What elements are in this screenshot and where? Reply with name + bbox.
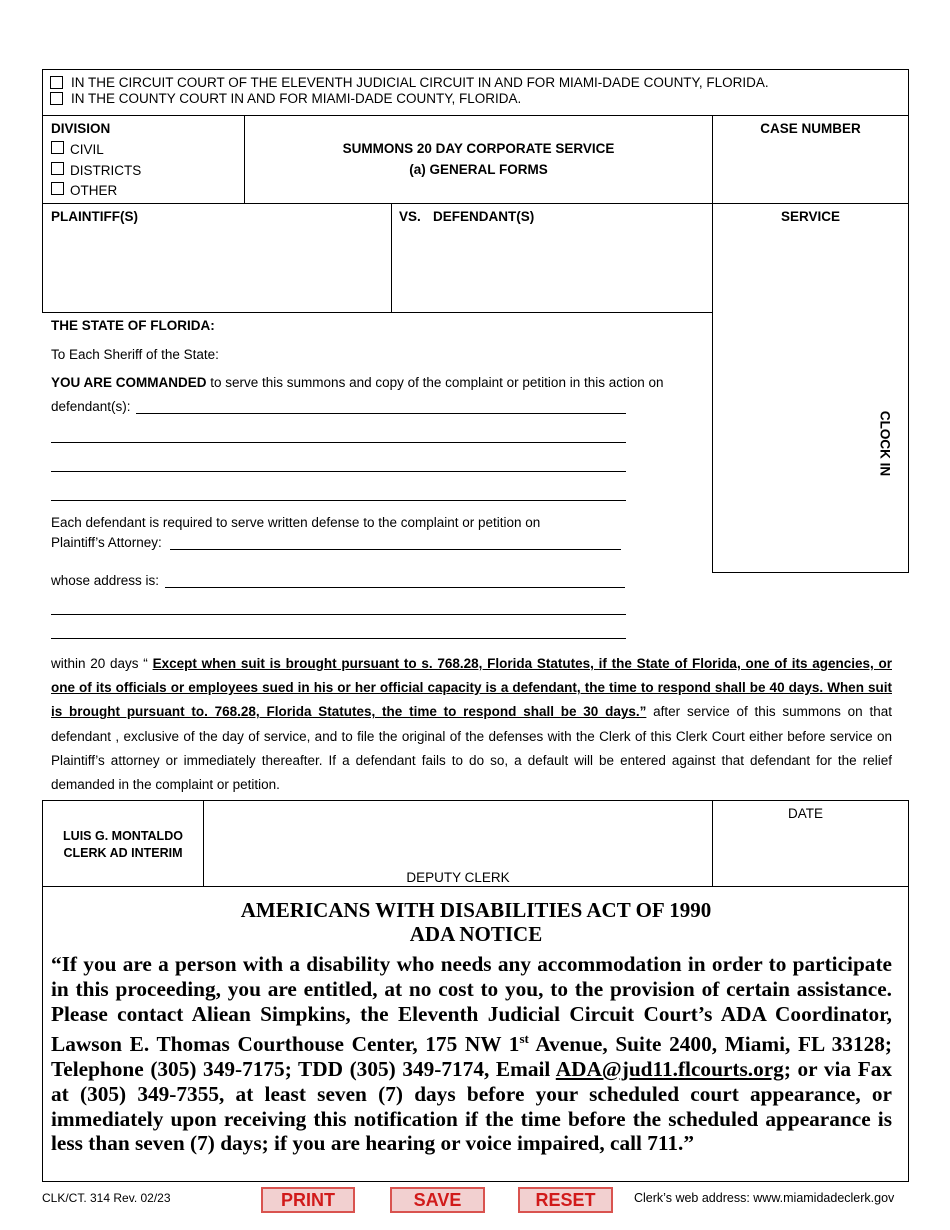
case-number-label: CASE NUMBER: [760, 121, 861, 136]
to-sheriff: To Each Sheriff of the State:: [51, 347, 219, 362]
notice-emphasis: Except when suit is brought pursuant to s. 768.28, Florida Statutes, if the State of Florida, one of its agencies, or one of its officials or employees sued in his or her official capacity is a defendant, the time to respond shall be 40 days. When suit is brought pursuant to. 768.28, Florida Statutes, the time to respond shall be 30 days.”: [51, 656, 892, 720]
defendant-label: DEFENDANT(S): [433, 209, 535, 224]
service-label: SERVICE: [780, 209, 841, 224]
ada-body-mid: Avenue, Suite 2400, Miami, FL 33128; Telephone (305) 349-7175; TDD (305) 349-7174, Email: [51, 1031, 892, 1081]
division-heading: DIVISION: [51, 121, 111, 136]
address-label: whose address is:: [51, 573, 160, 588]
circuit-court-label: IN THE CIRCUIT COURT OF THE ELEVENTH JUDICIAL CIRCUIT IN AND FOR MIAMI-DADE COUNTY, FLORIDA.: [71, 75, 769, 90]
print-button[interactable]: PRINT: [261, 1187, 355, 1213]
clerk-title: CLERK AD INTERIM: [63, 846, 183, 860]
address-line-1[interactable]: [165, 587, 625, 588]
ada-body-end: ; or via Fax at (305) 349-7355, at least seven (7) days before your scheduled court appearance, or immediately upon receiving this notification if the time before the scheduled appearance is less than seven (7) days; if you are hearing or voice impaired, call 711.”: [51, 1056, 892, 1156]
county-court-checkbox[interactable]: [50, 92, 63, 105]
defense-text: Each defendant is required to serve written defense to the complaint or petition on: [51, 515, 541, 530]
clock-in-label: CLOCK IN: [877, 410, 893, 477]
vs-label: VS.: [399, 209, 421, 224]
date-label: DATE: [787, 806, 823, 821]
address-line-3[interactable]: [51, 638, 626, 639]
deputy-clerk-label: DEPUTY CLERK: [406, 870, 510, 885]
ada-subtitle: ADA NOTICE: [409, 922, 543, 946]
defendants-label: defendant(s):: [51, 399, 131, 414]
division-other-label: OTHER: [70, 183, 118, 198]
reset-button[interactable]: RESET: [518, 1187, 613, 1213]
state-of-florida: THE STATE OF FLORIDA:: [51, 318, 215, 333]
notice-rest: after service of this summons on that defendant , exclusive of the day of service, and to file the original of the defenses with the Clerk of this Clerk Court either before service on Plaintiff’s attorney or immediately thereafter. If a defendant fails to do so, a default will be entered against that defendant for the relief demanded in the complaint or petition.: [51, 704, 892, 793]
division-other-checkbox[interactable]: [51, 182, 64, 195]
county-court-label: IN THE COUNTY COURT IN AND FOR MIAMI-DADE COUNTY, FLORIDA.: [71, 91, 522, 106]
commanded-rest: to serve this summons and copy of the complaint or petition in this action on: [206, 375, 664, 390]
division-districts-checkbox[interactable]: [51, 162, 64, 175]
clerk-website: Clerk’s web address: www.miamidadeclerk.gov: [634, 1191, 895, 1205]
ada-title: AMERICANS WITH DISABILITIES ACT OF 1990: [240, 898, 712, 922]
plaintiff-label: PLAINTIFF(S): [51, 209, 138, 224]
ada-body-start: “If you are a person with a disability who needs any accommodation in order to participate in this proceeding, you are entitled, at no cost to you, to the provision of certain assistance. Please contact Aliean Simpkins, the Eleventh Judicial Circuit Court’s ADA Coordinator, Lawson E. Thomas Courthouse Center, 175 NW 1: [51, 952, 892, 1056]
circuit-court-checkbox[interactable]: [50, 76, 63, 89]
attorney-label: Plaintiff’s Attorney:: [51, 535, 162, 550]
ada-body: [51, 952, 892, 1156]
defendants-line-3[interactable]: [51, 471, 626, 472]
ada-sup: st: [519, 1030, 529, 1046]
form-subtitle: (a) GENERAL FORMS: [409, 162, 548, 177]
defendants-line-2[interactable]: [51, 442, 626, 443]
clerk-name: LUIS G. MONTALDO: [63, 829, 183, 843]
notice-lead: within 20 days “: [51, 656, 153, 671]
form-id: CLK/CT. 314 Rev. 02/23: [42, 1191, 171, 1205]
division-districts-label: DISTRICTS: [70, 163, 142, 178]
defendants-line-4[interactable]: [51, 500, 626, 501]
division-civil-checkbox[interactable]: [51, 141, 64, 154]
response-notice: [51, 652, 892, 797]
form-title: SUMMONS 20 DAY CORPORATE SERVICE: [342, 141, 615, 156]
commanded-text: [51, 375, 664, 390]
division-civil-label: CIVIL: [70, 142, 104, 157]
attorney-line[interactable]: [170, 549, 621, 550]
ada-email-link[interactable]: ADA@jud11.flcourts.org: [555, 1056, 784, 1081]
address-line-2[interactable]: [51, 614, 626, 615]
save-button[interactable]: SAVE: [390, 1187, 485, 1213]
defendants-line-1[interactable]: [136, 413, 626, 414]
commanded-bold: YOU ARE COMMANDED: [51, 375, 207, 390]
